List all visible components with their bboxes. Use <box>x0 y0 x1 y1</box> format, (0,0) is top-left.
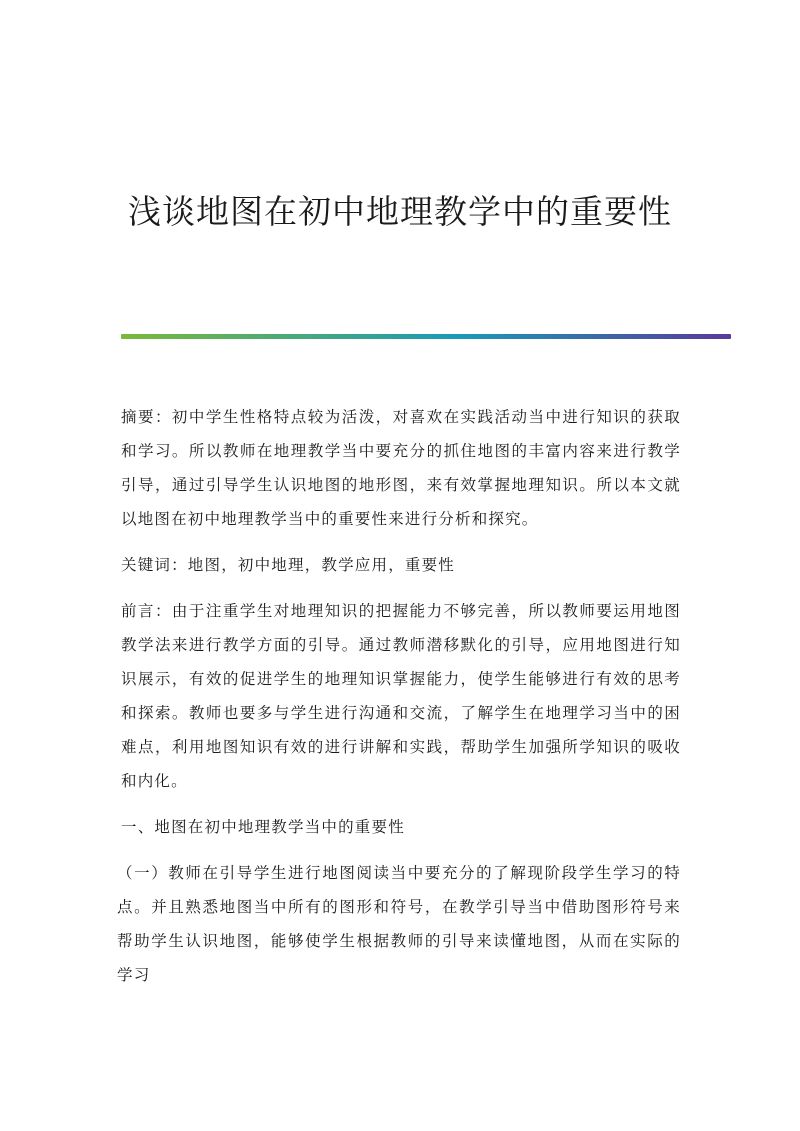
preface-paragraph: 前言：由于注重学生对地理知识的把握能力不够完善，所以教师要运用地图教学法来进行教学方面的引导。通过教师潜移默化的引导，应用地图进行知识展示，有效的促进学生的地理知识掌握能力，使学生能够进行有效的思考和探索。教师也要多与学生进行沟通和交流，了解学生在地理学习当中的困难点，利用地图知识有效的进行讲解和实践，帮助学生加强所学知识的吸收和内化。 <box>121 602 681 790</box>
section-heading: 一、地图在初中地理教学当中的重要性 <box>121 818 405 836</box>
abstract-paragraph: 摘要：初中学生性格特点较为活泼，对喜欢在实践活动当中进行知识的获取和学习。所以教师在地理教学当中要充分的抓住地图的丰富内容来进行教学引导，通过引导学生认识地图的地形图，来有效掌握地理知识。所以本文就以地图在初中地理教学当中的重要性来进行分析和探究。 <box>121 408 681 528</box>
page-title: 浅谈地图在初中地理教学中的重要性 <box>128 192 672 231</box>
title-divider <box>121 334 731 339</box>
document-body <box>117 400 681 1004</box>
subsection-paragraph: （一）教师在引导学生进行地图阅读当中要充分的了解现阶段学生学习的特点。并且熟悉地图当中所有的图形和符号，在教学引导当中借助图形符号来帮助学生认识地图，能够使学生根据教师的引导来读懂地图，从而在实际的学习 <box>117 864 681 984</box>
keywords-paragraph: 关键词：地图，初中地理，教学应用，重要性 <box>121 556 456 574</box>
